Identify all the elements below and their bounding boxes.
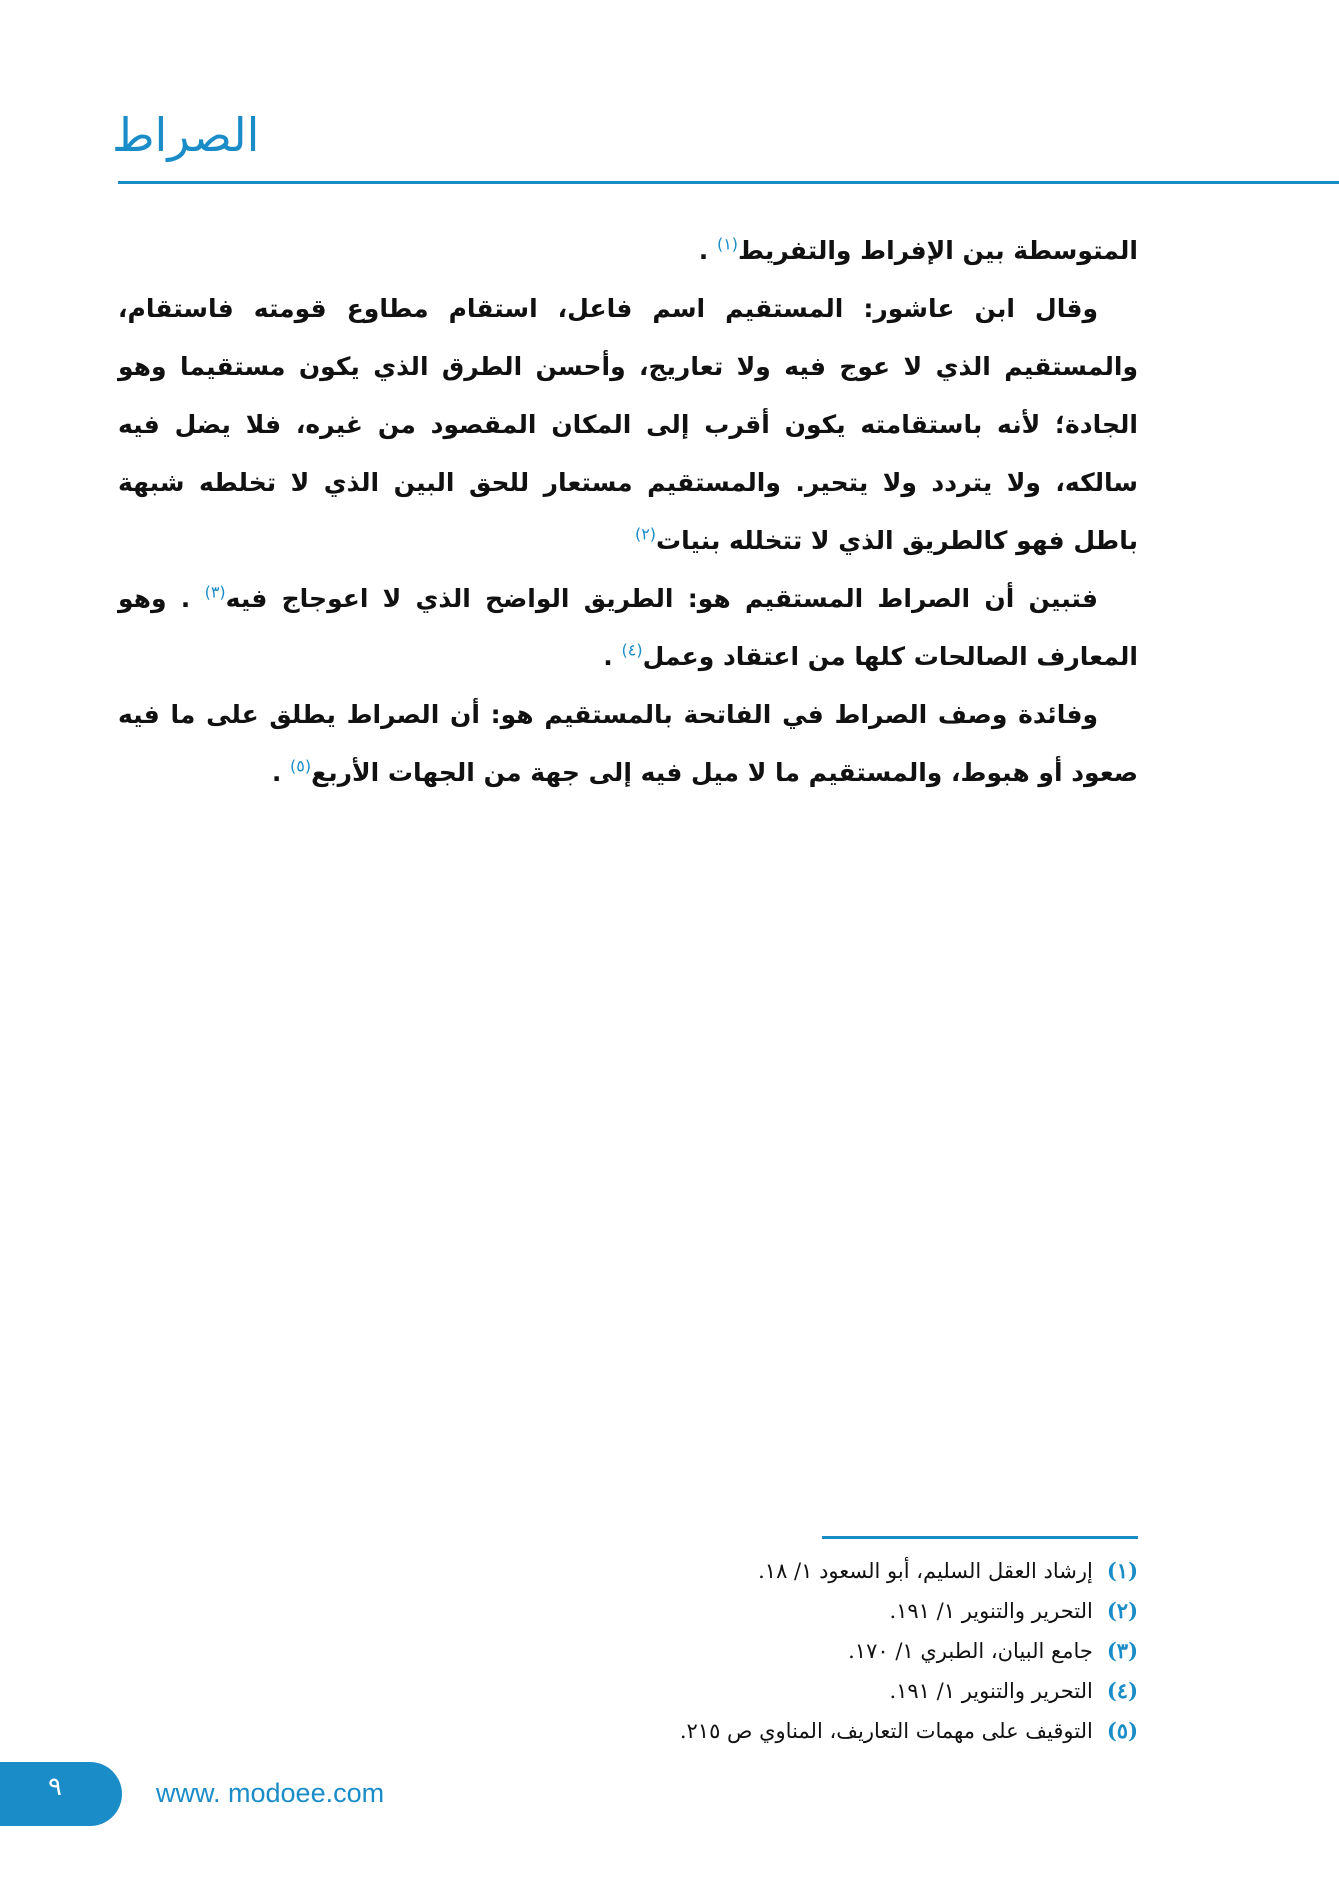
footnotes-list bbox=[400, 1551, 1138, 1751]
paragraph-2-text: وقال ابن عاشور: المستقيم اسم فاعل، استقام مطاوع قومته فاستقام، والمستقيم الذي لا عوج فيه ولا تعاريج، وأحسن الطرق الذي يكون مستقيما وهو الجادة؛ لأنه باستقامته يكون أقرب إلى المكان المقصود من غيره، فلا يضل فيه سالكه، ولا يتردد ولا يتحير. والمستقيم مستعار للحق البين الذي لا تخلطه شبهة باطل فهو كالطريق الذي لا تتخلله بنيات bbox=[118, 294, 1138, 555]
paragraph-4 bbox=[118, 686, 1138, 802]
page-number: ٩ bbox=[48, 1772, 62, 1802]
paragraph-3-text-b: . وهو المعارف الصالحات كلها من اعتقاد وعمل bbox=[118, 584, 1138, 671]
main-content bbox=[118, 222, 1138, 802]
footnote-number: (٥) bbox=[1106, 1718, 1138, 1743]
footnote-text: التوقيف على مهمات التعاريف، المناوي ص ٢١٥. bbox=[679, 1719, 1093, 1743]
footnote-text: التحرير والتنوير ١/ ١٩١. bbox=[889, 1679, 1093, 1703]
footnote-ref-4[interactable]: (٤) bbox=[621, 640, 643, 660]
footnote-item bbox=[400, 1711, 1138, 1751]
site-url-link[interactable]: www. modoee.com bbox=[156, 1778, 385, 1808]
footnote-number: (٢) bbox=[1106, 1598, 1138, 1623]
footnote-item bbox=[400, 1671, 1138, 1711]
footnote-ref-1[interactable]: (١) bbox=[716, 234, 739, 254]
header-divider bbox=[118, 181, 1339, 184]
footnote-ref-3[interactable]: (٣) bbox=[204, 582, 226, 602]
paragraph-4-tail: . bbox=[271, 758, 291, 787]
footnote-text: التحرير والتنوير ١/ ١٩١. bbox=[889, 1599, 1093, 1623]
paragraph-1-tail: . bbox=[698, 236, 717, 265]
footnote-number: (٣) bbox=[1106, 1638, 1138, 1663]
paragraph-4-text: وفائدة وصف الصراط في الفاتحة بالمستقيم هو: أن الصراط يطلق على ما فيه صعود أو هبوط، والمستقيم ما لا ميل فيه إلى جهة من الجهات الأربع bbox=[118, 700, 1138, 787]
footnote-ref-2[interactable]: (٢) bbox=[634, 524, 657, 544]
paragraph-1-text: المتوسطة بين الإفراط والتفريط bbox=[738, 236, 1138, 265]
footnote-item bbox=[400, 1591, 1138, 1631]
footnote-ref-5[interactable]: (٥) bbox=[290, 756, 312, 776]
footnote-item bbox=[400, 1631, 1138, 1671]
footnote-text: جامع البيان، الطبري ١/ ١٧٠. bbox=[848, 1639, 1093, 1663]
paragraph-3 bbox=[118, 570, 1138, 686]
paragraph-2 bbox=[118, 280, 1138, 570]
footnote-item bbox=[400, 1551, 1138, 1591]
paragraph-1 bbox=[118, 222, 1138, 280]
page-title: الصراط bbox=[112, 108, 260, 162]
footnote-divider bbox=[822, 1536, 1138, 1539]
footnote-text: إرشاد العقل السليم، أبو السعود ١/ ١٨. bbox=[758, 1559, 1093, 1583]
paragraph-3-text-a: فتبين أن الصراط المستقيم هو: الطريق الواضح الذي لا اعوجاج فيه bbox=[225, 584, 1098, 613]
paragraph-3-tail: . bbox=[603, 642, 622, 671]
footnote-number: (٤) bbox=[1106, 1678, 1138, 1703]
footnote-number: (١) bbox=[1106, 1558, 1138, 1583]
